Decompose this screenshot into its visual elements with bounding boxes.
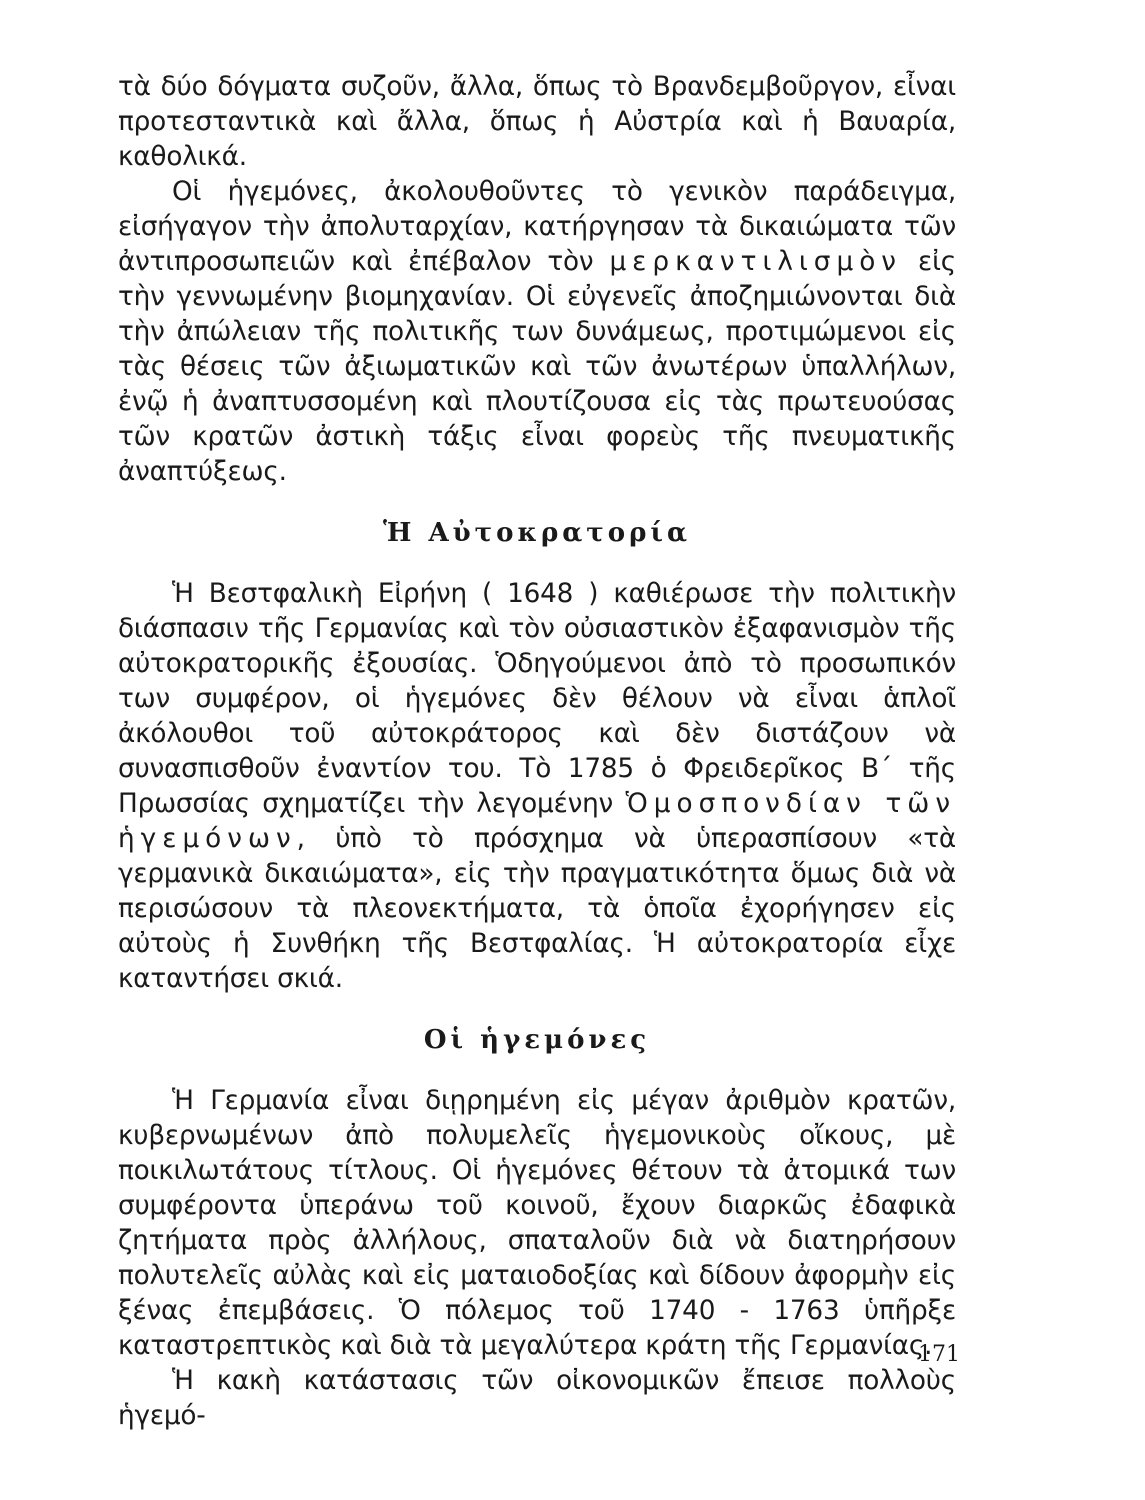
text-block [118, 70, 956, 1434]
paragraph-4 [118, 1084, 956, 1364]
paragraph-2 [118, 175, 956, 490]
paragraph-5-text: Ἡ κακὴ κατάστασις τῶν οἰκονομικῶν ἔπεισε πολλοὺς ἡγεμό- [118, 1366, 956, 1431]
paragraph-2-spaced-term: μερκαντιλισμὸν [609, 247, 902, 277]
paragraph-1-text: τὰ δύο δόγματα συζοῦν, ἄλλα, ὅπως τὸ Βρανδεμβοῦργον, εἶναι προτεσταντικὰ καὶ ἄλλα, ὅπως ἡ Αὐστρία καὶ ἡ Βαυαρία, καθολικά. [118, 72, 956, 172]
paragraph-3-text-b: , ὑπὸ τὸ πρόσχημα νὰ ὑπερασπίσουν «τὰ γερμανικὰ δικαιώματα», εἰς τὴν πραγματικότητα ὅμως διὰ νὰ περισώσουν τὰ πλεονεκτήματα, τὰ ὁποῖα ἐχορήγησεν εἰς αὐτοὺς ἡ Συνθήκη τῆς Βεστφαλίας. Ἡ αὐτοκρατορία εἶχε καταντήσει σκιά. [118, 824, 956, 994]
paragraph-3 [118, 577, 956, 997]
paragraph-3-text-a: Ἡ Βεστφαλικὴ Εἰρήνη ( 1648 ) καθιέρωσε τὴν πολιτικὴν διάσπασιν τῆς Γερμανίας καὶ τὸν οὐσιαστικὸν ἐξαφανισμὸν τῆς αὐτοκρατορικῆς ἐξουσίας. Ὁδηγούμενοι ἀπὸ τὸ προσωπικόν των συμφέρον, οἱ ἡγεμόνες δὲν θέλουν νὰ εἶναι ἁπλοῖ ἀκόλουθοι τοῦ αὐτοκράτορος καὶ δὲν διστάζουν νὰ συνασπισθοῦν ἐναντίον του. Τὸ 1785 ὁ Φρειδερῖκος Β΄ τῆς Πρωσσίας σχηματίζει τὴν λεγομένην [118, 579, 956, 819]
paragraph-5 [118, 1364, 956, 1434]
paragraph-2-text-b: εἰς τὴν γεννωμένην βιομηχανίαν. Οἱ εὐγενεῖς ἀποζημιώνονται διὰ τὴν ἀπώλειαν τῆς πολιτικῆς των δυνάμεως, προτιμώμενοι εἰς τὰς θέσεις τῶν ἀξιωματικῶν καὶ τῶν ἀνωτέρων ὑπαλλήλων, ἐνῷ ἡ ἀναπτυσσομένη καὶ πλουτίζουσα εἰς τὰς πρωτευούσας τῶν κρατῶν ἀστικὴ τάξις εἶναι φορεὺς τῆς πνευματικῆς ἀναπτύξεως. [118, 247, 956, 487]
paragraph-2-text-a: Οἱ ἡγεμόνες, ἀκολουθοῦντες τὸ γενικὸν παράδειγμα, εἰσήγαγον τὴν ἀπολυταρχίαν, κατήργησαν τὰ δικαιώματα τῶν ἀντιπροσωπειῶν καὶ ἐπέβαλον τὸν [118, 177, 956, 277]
paragraph-1 [118, 70, 956, 175]
page-number: 171 [918, 1342, 960, 1367]
paragraph-3-spaced-term: Ὁμοσπονδίαν τῶν ἡγεμόνων [118, 789, 957, 854]
section-heading-rulers: Οἱ ἡγεμόνες [423, 1025, 651, 1055]
section-heading-empire: Ἡ Αὐτοκρατορία [382, 518, 692, 548]
paragraph-4-text: Ἡ Γερμανία εἶναι διῃρημένη εἰς μέγαν ἀριθμὸν κρατῶν, κυβερνωμένων ἀπὸ πολυμελεῖς ἡγεμονικοὺς οἴκους, μὲ ποικιλωτάτους τίτλους. Οἱ ἡγεμόνες θέτουν τὰ ἀτομικά των συμφέροντα ὑπεράνω τοῦ κοινοῦ, ἔχουν διαρκῶς ἐδαφικὰ ζητήματα πρὸς ἀλλήλους, σπαταλοῦν διὰ νὰ διατηρήσουν πολυτελεῖς αὐλὰς καὶ εἰς ματαιοδοξίας καὶ δίδουν ἀφορμὴν εἰς ξένας ἐπεμβάσεις. Ὁ πόλεμος τοῦ 1740 - 1763 ὑπῆρξε καταστρεπτικὸς καὶ διὰ τὰ μεγαλύτερα κράτη τῆς Γερμανίας. [118, 1086, 956, 1361]
